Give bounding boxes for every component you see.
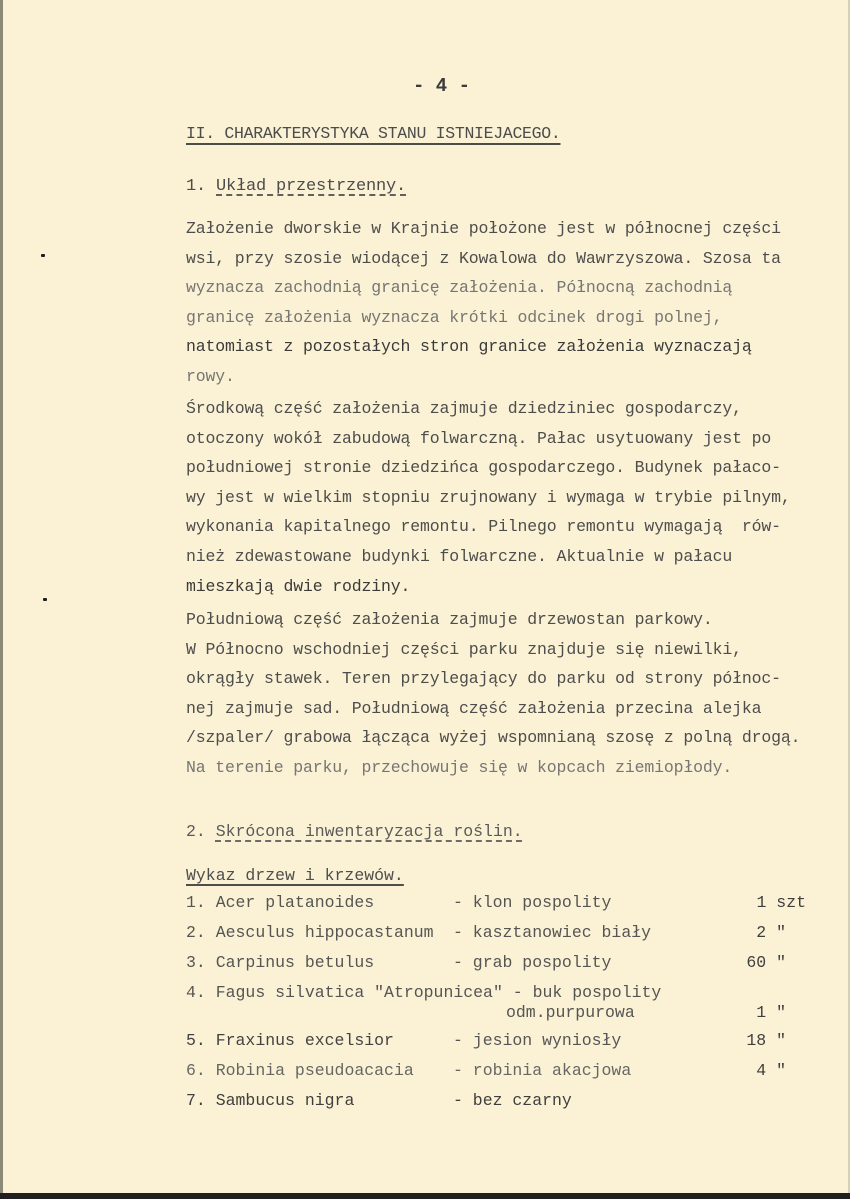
plant-polish-name: - grab pospolity: [453, 953, 612, 972]
punch-mark: [43, 598, 47, 601]
plant-latin-name: 2. Aesculus hippocastanum: [186, 923, 434, 942]
text-line: otoczony wokół zabudową folwarczną. Pałac usytuowany jest po: [186, 428, 772, 448]
text-line: okrągły stawek. Teren przylegający do parku od strony północ-: [186, 669, 781, 689]
plant-polish-name: - bez czarny: [453, 1091, 572, 1110]
plant-latin-name: 7. Sambucus nigra: [186, 1091, 355, 1110]
plant-quantity: 1 ": [756, 1003, 786, 1022]
text-line: Południową część założenia zajmuje drzewostan parkowy.: [186, 610, 713, 629]
subsection-2-title: Skrócona inwentaryzacja roślin.: [215, 822, 523, 841]
paragraph-central-part: [186, 394, 826, 601]
list-item: [186, 1031, 806, 1061]
subsection-1-heading: [186, 177, 406, 196]
text-line: Założenie dworskie w Krajnie położone jest w północnej części: [186, 219, 781, 238]
list-item: [186, 1091, 806, 1121]
list-item: [186, 1061, 806, 1091]
plant-list-title: Wykaz drzew i krzewów.: [186, 866, 404, 885]
subsection-2-heading: [186, 822, 523, 841]
plant-quantity: 1 szt: [756, 893, 806, 912]
text-line: wykonania kapitalnego remontu. Pilnego remontu wymagają rów-: [186, 517, 781, 537]
text-line: mieszkają dwie rodziny.: [186, 576, 411, 596]
plant-quantity: 60 ": [746, 953, 786, 972]
scan-bottom-edge: [0, 1193, 850, 1199]
plant-quantity: 2 ": [756, 923, 786, 942]
text-line: nej zajmuje sad. Południową część założenia przecina alejka: [186, 698, 762, 718]
text-line: Na terenie parku, przechowuje się w kopcach ziemiopłody.: [186, 757, 733, 777]
plant-latin-name: 6. Robinia pseudoacacia: [186, 1061, 414, 1080]
plant-inventory-list: [186, 893, 806, 1121]
text-line: wsi, przy szosie wiodącej z Kowalowa do Wawrzyszowa. Szosa ta: [186, 248, 781, 268]
plant-latin-name: 3. Carpinus betulus: [186, 953, 375, 972]
list-item: [186, 953, 806, 983]
plant-polish-name: - kasztanowiec biały: [453, 923, 652, 942]
plant-polish-name: - robinia akacjowa: [453, 1061, 632, 1080]
paragraph-spatial-layout: [186, 214, 826, 392]
text-line: rowy.: [186, 366, 235, 386]
list-item: [186, 893, 806, 923]
plant-polish-name-variant: odm.purpurowa: [506, 1003, 635, 1022]
section-heading: II. CHARAKTERYSTYKA STANU ISTNIEJACEGO.: [186, 124, 561, 143]
text-line: granicę założenia wyznacza krótki odcinek drogi polnej,: [186, 307, 723, 327]
list-item: [186, 923, 806, 953]
text-line: natomiast z pozostałych stron granice założenia wyznaczają: [186, 337, 752, 357]
plant-polish-name: - klon pospolity: [453, 893, 612, 912]
plant-latin-name: 5. Fraxinus excelsior: [186, 1031, 394, 1050]
text-line: /szpaler/ grabowa łącząca wyżej wspomnianą szosę z polną drogą.: [186, 728, 801, 748]
plant-polish-name: - jesion wyniosły: [453, 1031, 622, 1050]
text-line: Środkową część założenia zajmuje dziedziniec gospodarczy,: [186, 399, 742, 418]
subsection-1-title: Układ przestrzenny.: [216, 177, 407, 196]
text-line: W Północno wschodniej części parku znajduje się niewilki,: [186, 639, 742, 659]
punch-mark: [41, 254, 45, 257]
list-item: [186, 983, 806, 1031]
page-number: - 4 -: [413, 75, 471, 97]
text-line: południowej stronie dziedzińca gospodarczego. Budynek pałaco-: [186, 458, 781, 478]
plant-latin-name: 1. Acer platanoides: [186, 893, 375, 912]
plant-latin-name: 4. Fagus silvatica "Atropunicea" - buk pospolity: [186, 983, 662, 1002]
subsection-1-number: 1.: [186, 177, 207, 196]
text-line: wyznacza zachodnią granicę założenia. Północną zachodnią: [186, 278, 733, 298]
plant-quantity: 4 ": [756, 1061, 786, 1080]
plant-quantity: 18 ": [746, 1031, 786, 1050]
text-line: wy jest w wielkim stopniu zrujnowany i wymaga w trybie pilnym,: [186, 487, 791, 507]
subsection-2-number: 2.: [186, 822, 206, 841]
text-line: nież zdewastowane budynki folwarczne. Aktualnie w pałacu: [186, 546, 733, 566]
paragraph-southern-part: [186, 605, 826, 783]
